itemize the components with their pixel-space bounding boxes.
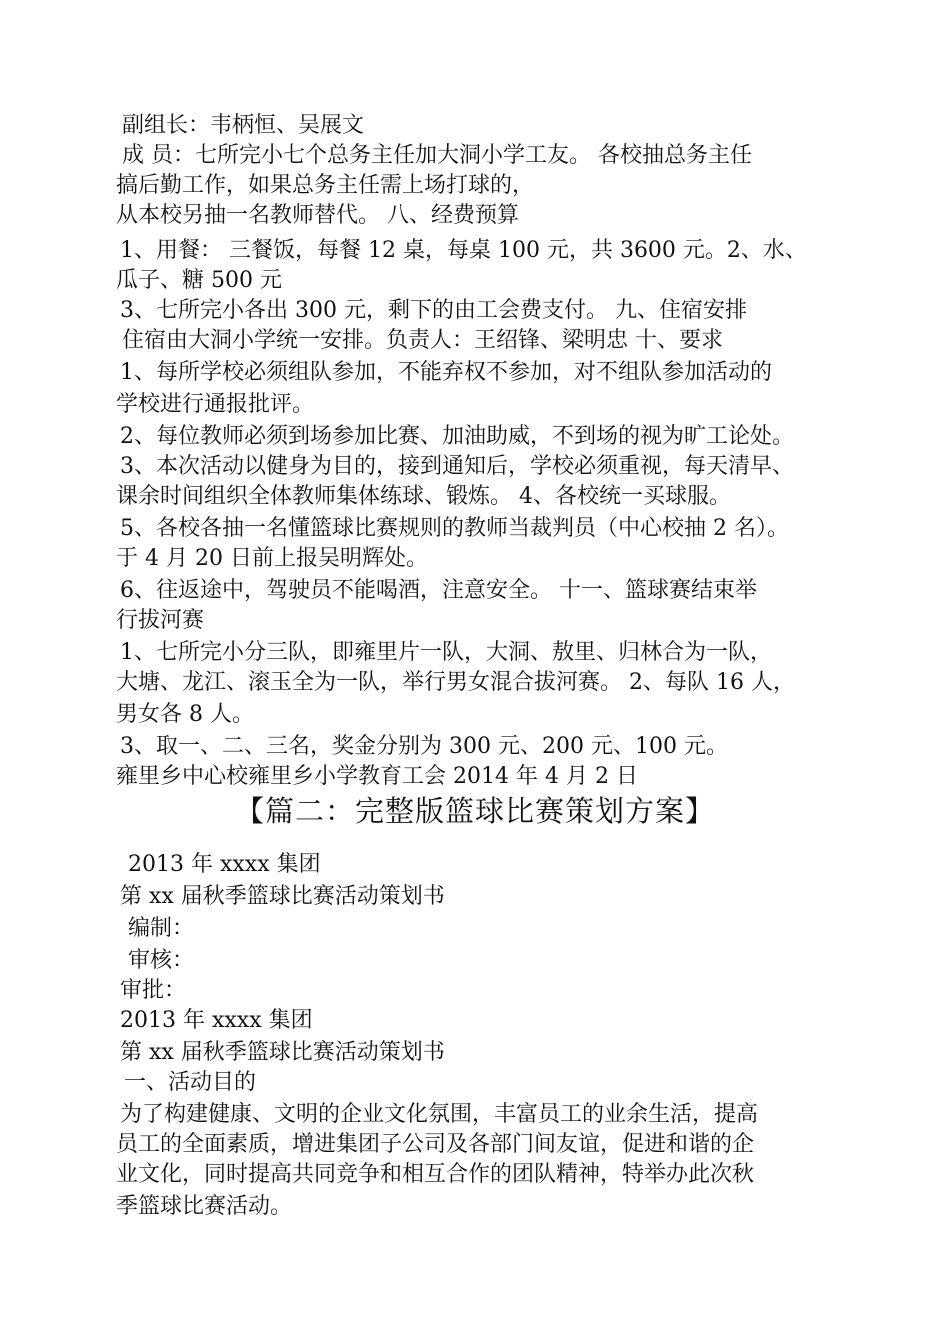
text-line: 于 4 月 20 日前上报吴明辉处。: [116, 546, 428, 571]
text-line: 3、七所完小各出 300 元，剩下的由工会费支付。 九、住宿安排: [120, 298, 747, 323]
text-line: 1、七所完小分三队，即雍里片一队，大洞、敖里、归林合为一队，: [120, 640, 772, 665]
text-line: 第 xx 届秋季篮球比赛活动策划书: [120, 884, 445, 909]
text-line: 员工的全面素质，增进集团子公司及各部门间友谊，促进和谐的企: [116, 1132, 755, 1157]
text-line: 从本校另抽一名教师替代。 八、经费预算: [116, 203, 519, 228]
text-line: 3、取一、二、三名，奖金分别为 300 元、200 元、100 元。: [120, 734, 728, 759]
text-line: 业文化，同时提高共同竞争和相互合作的团队精神，特举办此次秋: [116, 1162, 755, 1187]
text-line: 编制：: [128, 916, 195, 941]
text-line: 男女各 8 人。: [116, 702, 254, 727]
text-line: 大塘、龙江、滚玉全为一队，举行男女混合拔河赛。 2、每队 16 人，: [116, 670, 795, 695]
text-line: 2、每位教师必须到场参加比赛、加油助威，不到场的视为旷工论处。: [120, 424, 794, 449]
text-line: 第 xx 届秋季篮球比赛活动策划书: [120, 1040, 445, 1065]
text-line: 行拔河赛: [116, 608, 205, 633]
text-line: 成 员：七所完小七个总务主任加大洞小学工友。 各校抽总务主任: [122, 143, 752, 168]
text-line: 2013 年 xxxx 集团: [120, 1008, 313, 1033]
text-line: 季篮球比赛活动。: [116, 1194, 293, 1219]
text-line: 课余时间组织全体教师集体练球、锻炼。 4、各校统一买球服。: [116, 484, 731, 509]
text-line: 1、用餐： 三餐饭，每餐 12 桌，每桌 100 元，共 3600 元。2、水、: [120, 238, 807, 263]
text-line: 住宿由大洞小学统一安排。负责人：王绍锋、梁明忠 十、要求: [122, 328, 723, 353]
text-line: 为了构建健康、文明的企业文化氛围，丰富员工的业余生活，提高: [120, 1102, 759, 1127]
text-line: 审批：: [120, 978, 187, 1003]
text-line: 搞后勤工作，如果总务主任需上场打球的，: [116, 173, 535, 198]
text-line: 3、本次活动以健身为目的，接到通知后，学校必须重视，每天清早、: [120, 454, 794, 479]
text-line: 雍里乡中心校雍里乡小学教育工会 2014 年 4 月 2 日: [116, 764, 638, 789]
text-line: 副组长：韦柄恒、吴展文: [122, 113, 365, 138]
text-line: 一、活动目的: [124, 1070, 257, 1095]
section-title: 【篇二：完整版篮球比赛策划方案】: [234, 794, 715, 828]
text-line: 学校进行通报批评。: [116, 392, 315, 417]
text-line: 2013 年 xxxx 集团: [128, 852, 321, 877]
text-line: 1、每所学校必须组队参加，不能弃权不参加，对不组队参加活动的: [120, 360, 772, 385]
text-line: 5、各校各抽一名懂篮球比赛规则的教师当裁判员（中心校抽 2 名）。: [120, 516, 789, 541]
text-line: 6、往返途中，驾驶员不能喝酒，注意安全。 十一、篮球赛结束举: [120, 578, 757, 603]
text-line: 审核：: [128, 948, 195, 973]
text-line: 瓜子、糖 500 元: [116, 268, 282, 293]
